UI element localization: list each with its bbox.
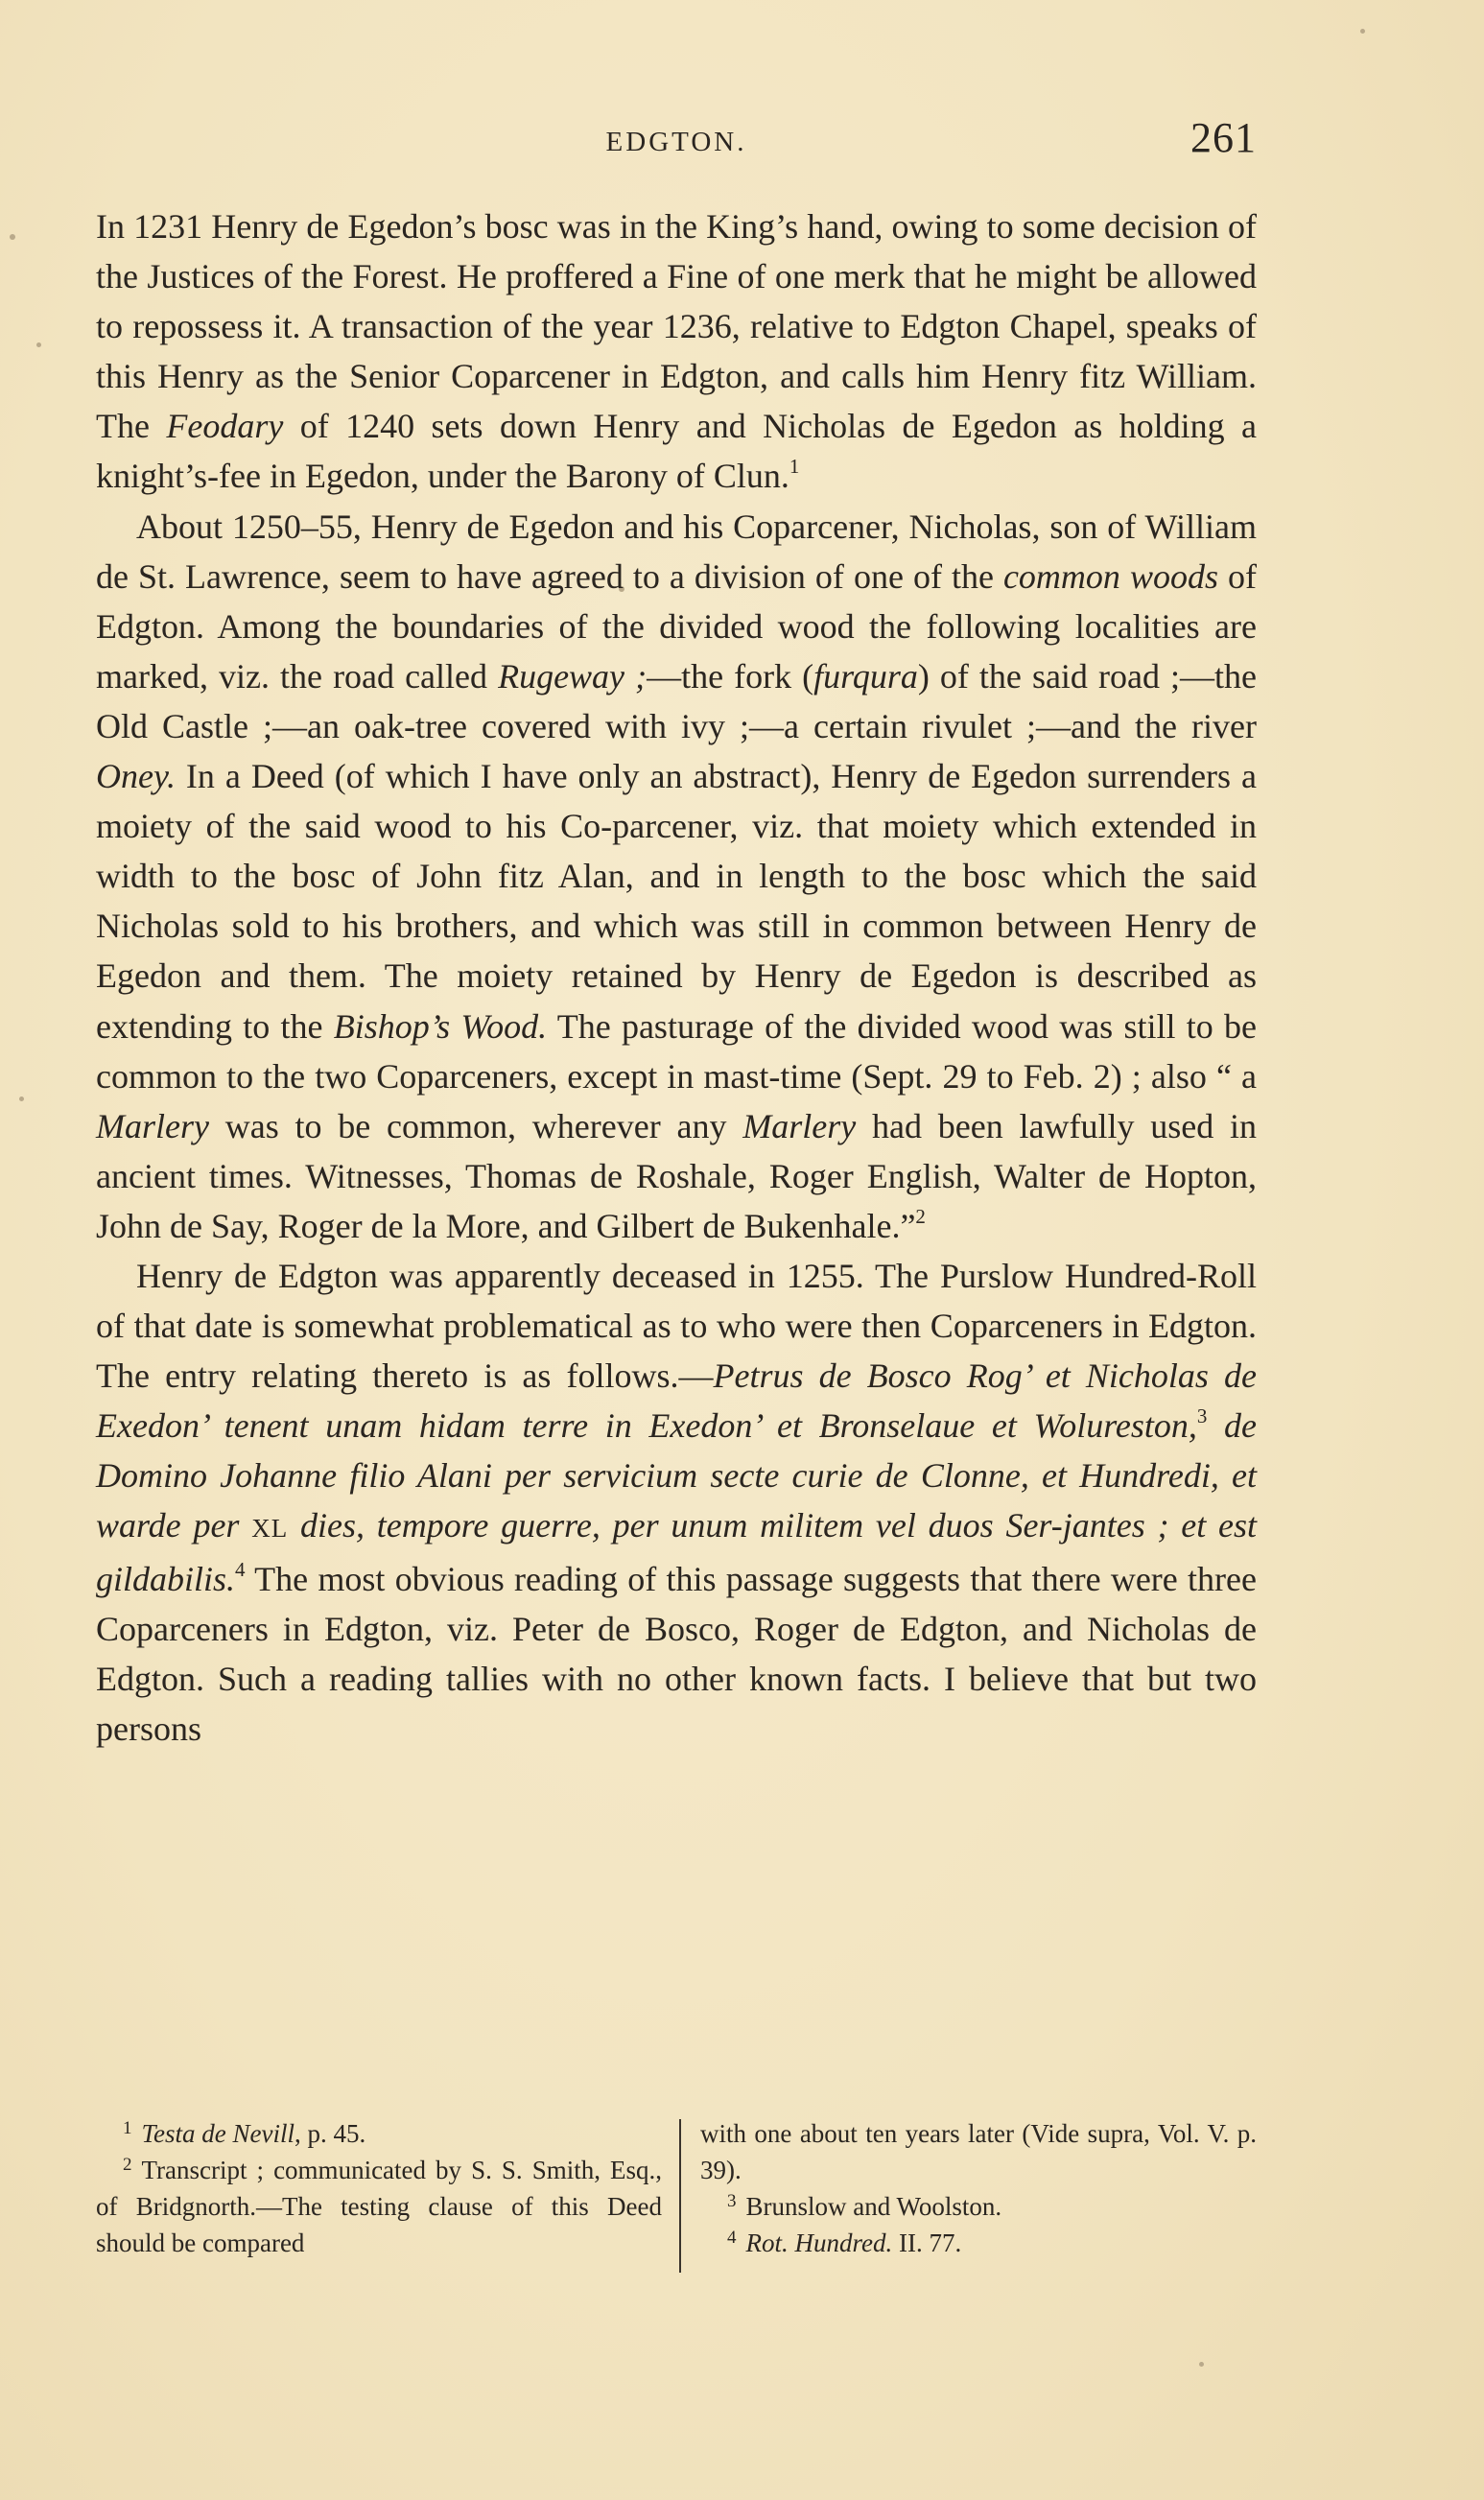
- text-run: , p. 45.: [294, 2119, 366, 2148]
- paragraph: [96, 201, 1257, 502]
- text-run: Transcript ; communicated by S. S. Smith, Esq., of Bridgnorth.—The testing clause of this Deed should be compared: [96, 2156, 662, 2257]
- footnotes: [96, 2115, 1257, 2298]
- footnote-number: 4: [727, 2228, 737, 2248]
- text-run: ) of the said road ;—the Old Castle ;—an oak-tree covered with ivy ;—a certain rivulet ;—and the river: [96, 656, 1257, 745]
- footnote-column-divider: [679, 2119, 681, 2273]
- footnote-number: 2: [123, 2155, 132, 2175]
- text-run: The pasturage of the divided wood was still to be common to the two Coparceners, except in mast-time (Sept. 29 to Feb. 2) ; also “ a: [96, 1006, 1258, 1096]
- footnotes-left-column: [96, 2115, 662, 2261]
- italic-text: Feodary: [166, 407, 284, 446]
- paragraph: [96, 1251, 1257, 1754]
- page-number: 261: [1190, 114, 1257, 161]
- text-run: had been lawfully used in ancient times. Witnesses, Thomas de Roshale, Roger English, Walter de Hopton, John de Say, Roger de la More, and Gilbert de Bukenhale.”: [96, 1106, 1257, 1245]
- text-run: In 1231 Henry de Egedon’s bosc was in the King’s hand, owing to some decision of the Justices of the Forest. He proffered a Fine of one merk that he might be allowed to repossess it. A transaction of the year 1236, relative to Edgton Chapel, speaks of this Henry as the Senior Coparcener in Edgton, and calls him Henry fitz William. The: [96, 207, 1257, 446]
- paper-speck: [1360, 29, 1365, 34]
- italic-text: furqura: [813, 656, 918, 696]
- paper-speck: [19, 1097, 24, 1101]
- footnote: [96, 2152, 662, 2261]
- text-run: was to be common, wherever any: [208, 1106, 743, 1145]
- paper-speck: [36, 342, 41, 347]
- footnote: [700, 2115, 1257, 2188]
- footnote-ref: 2: [915, 1204, 926, 1228]
- text-run: Henry de Edgton was apparently deceased in 1255. The Purslow Hundred-Roll of that date is somewhat problematical as to who were then Coparceners in Edgton. The entry relating thereto is as follows.—: [96, 1256, 1257, 1396]
- italic-text: Testa de Nevill: [141, 2119, 294, 2148]
- text-run: In a Deed (of which I have only an abstract), Henry de Egedon surrenders a moiety of the said wood to his Co-parcener, viz. that moiety which extended in width to the bosc of John fitz Alan, and in length to the bosc which the said Nicholas sold to his brothers, and which was still in common between Henry de Egedon and them. The moiety retained by Henry de Egedon is described as extending to the: [96, 757, 1257, 1046]
- main-text: [96, 201, 1257, 1754]
- footnote: [96, 2115, 662, 2152]
- small-caps-text: XL: [251, 1514, 289, 1544]
- text-run: II. 77.: [892, 2229, 962, 2257]
- italic-text: Marlery: [96, 1106, 209, 1145]
- text-run: of 1240 sets down Henry and Nicholas de Egedon as holding a knight’s-fee in Egedon, under the Barony of Clun.: [96, 407, 1257, 496]
- paragraph: [96, 502, 1257, 1251]
- italic-text: Rot. Hundred.: [745, 2229, 893, 2257]
- text-run: —the fork (: [647, 656, 814, 696]
- running-head: EDGTON.: [605, 127, 747, 157]
- footnote: [700, 2225, 1257, 2261]
- footnote: [700, 2188, 1257, 2225]
- footnote-ref: 4: [235, 1557, 246, 1581]
- footnotes-right-column: [700, 2115, 1257, 2261]
- italic-text: common woods: [1002, 556, 1218, 596]
- italic-text: Marlery: [742, 1106, 857, 1145]
- paper-speck: [1199, 2362, 1204, 2367]
- italic-text: Oney.: [96, 757, 176, 796]
- footnote-ref: 3: [1196, 1404, 1208, 1428]
- page-header: [96, 113, 1257, 171]
- text-run: About 1250–55, Henry de Egedon and his Coparcener, Nicholas, son of William de St. Lawrence, seem to have agreed to a division of one of the: [96, 507, 1257, 596]
- italic-text: Bishop’s Wood.: [333, 1006, 548, 1046]
- footnote-ref: 1: [789, 455, 800, 479]
- footnote-number: 1: [123, 2118, 132, 2138]
- text-run: The most obvious reading of this passage suggests that there were three Coparceners in Edgton, viz. Peter de Bosco, Roger de Edgton, and Nicholas de Edgton. Such a reading tallies with no other known facts. I believe that but two persons: [96, 1559, 1257, 1748]
- italic-text: de Domino Johanne filio Alani per servicium secte curie de Clonne, et Hundredi, et warde per: [96, 1406, 1257, 1545]
- italic-text: dies, tempore guerre, per unum militem vel duos Ser-jantes ; et est gildabilis.: [96, 1506, 1257, 1598]
- italic-text: Petrus de Bosco Rog’ et Nicholas de Exedon’ tenent unam hidam terre in Exedon’ et Bronselaue et Wolureston,: [96, 1356, 1257, 1446]
- italic-text: Rugeway ;: [498, 656, 648, 696]
- text-run: Brunslow and Woolston.: [745, 2192, 1002, 2221]
- paper-speck: [10, 234, 15, 240]
- text-run: of Edgton. Among the boundaries of the divided wood the following localities are marked, viz. the road called: [96, 556, 1257, 696]
- text-run: with one about ten years later (Vide supra, Vol. V. p. 39).: [700, 2119, 1257, 2184]
- footnote-number: 3: [727, 2191, 737, 2211]
